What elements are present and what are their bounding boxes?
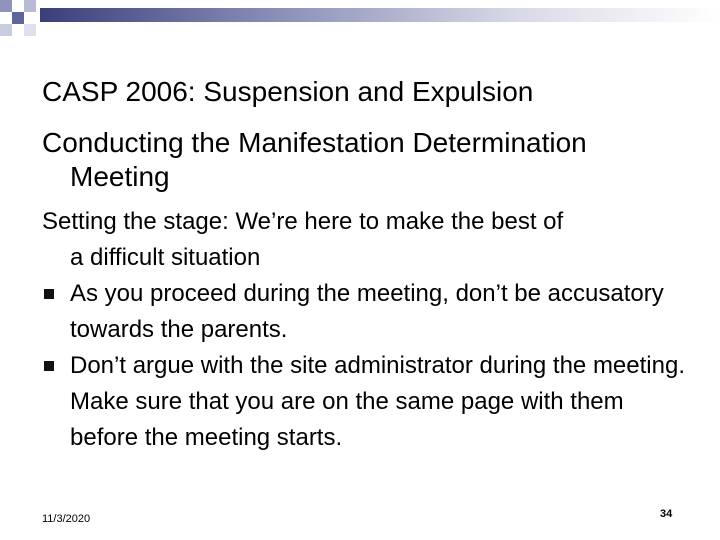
decor-square <box>0 24 12 36</box>
subtitle-line-2: Meeting <box>70 161 170 192</box>
page-number: 34 <box>660 508 673 520</box>
list-item <box>42 348 692 456</box>
intro-line-2: a difficult situation <box>70 244 261 271</box>
bullet-list <box>42 276 692 456</box>
decor-square <box>0 0 12 12</box>
slide-body <box>42 204 692 456</box>
square-bullet-icon <box>44 289 54 299</box>
subtitle-line-1: Conducting the Manifestation Determination <box>42 127 587 158</box>
list-item <box>42 276 692 348</box>
intro-line-1: Setting the stage: We’re here to make the best of <box>42 208 564 235</box>
bullet-text: Don’t argue with the site administrator during the meeting. Make sure that you are on the same page with them before the meeting starts. <box>70 352 685 451</box>
slide-date: 11/3/2020 <box>42 513 91 525</box>
header-decoration <box>0 0 720 40</box>
intro-paragraph <box>42 204 692 276</box>
decor-square <box>24 0 36 12</box>
gradient-band <box>40 8 720 22</box>
square-bullet-icon <box>44 361 54 371</box>
decor-square <box>12 12 24 24</box>
slide-subtitle <box>42 126 682 194</box>
slide-title: CASP 2006: Suspension and Expulsion <box>42 76 534 107</box>
decor-square <box>24 24 36 36</box>
bullet-text: As you proceed during the meeting, don’t be accusatory towards the parents. <box>70 280 664 343</box>
